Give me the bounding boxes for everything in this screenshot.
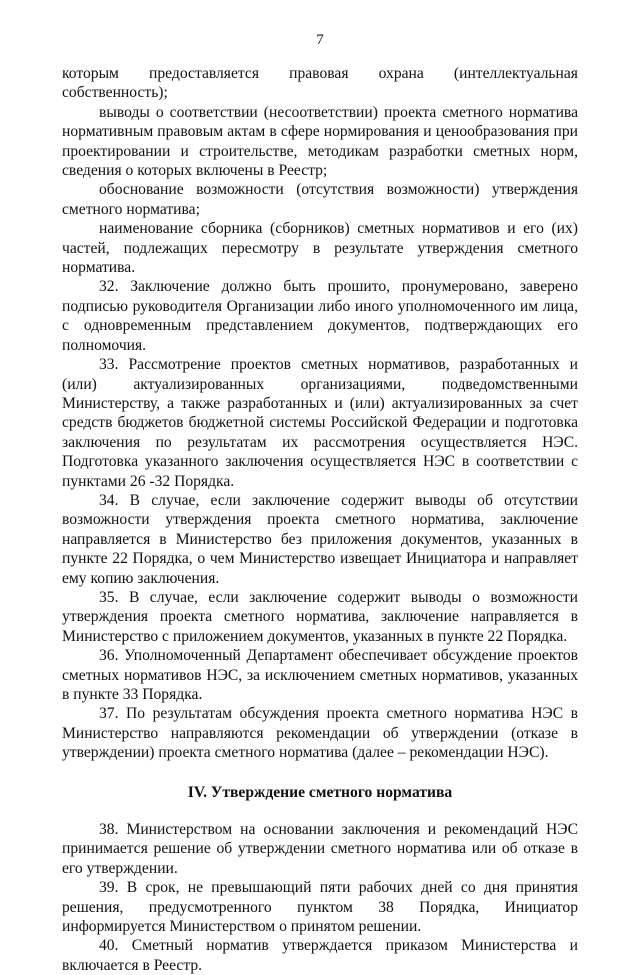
paragraphs-after-section	[62, 820, 578, 975]
paragraph: обоснование возможности (отсутствия возможности) утверждения сметного норматива;	[62, 181, 578, 218]
page-number: 7	[316, 32, 324, 48]
paragraph: выводы о соответствии (несоответствии) проекта сметного норматива нормативным правовым актам в сфере нормирования и ценообразования при проектировании и строительстве, методикам разработки сметных норм, сведения о которых включены в Реестр;	[62, 103, 578, 180]
paragraph-34: 34. В случае, если заключение содержит выводы об отсутствии возможности утверждения проекта сметного норматива, заключение направляется в Министерство без приложения документов, указанных в пункте 22 Порядка, о чем Министерство извещает Инициатора и направляет ему копию заключения.	[62, 491, 578, 587]
paragraph: которым предоставляется правовая охрана (интеллектуальная собственность);	[62, 65, 578, 102]
paragraph: наименование сборника (сборников) сметных нормативов и его (их) частей, подлежащих пересмотру в результате утверждения сметного норматива.	[62, 220, 578, 277]
paragraph-39: 39. В срок, не превышающий пяти рабочих дней со дня принятия решения, предусмотренного пунктом 38 Порядка, Инициатор информируется Министерством о принятом решении.	[62, 879, 578, 936]
paragraph-40: 40. Сметный норматив утверждается приказом Министерства и включается в Реестр.	[62, 937, 578, 974]
paragraph-35: 35. В случае, если заключение содержит выводы о возможности утверждения проекта сметного норматива, заключение направляется в Министерство с приложением документов, указанных в пункте 22 Порядка.	[62, 588, 578, 645]
paragraph-33: 33. Рассмотрение проектов сметных нормативов, разработанных и (или) актуализированных организациями, подведомственными Министерству, а также разработанных и (или) актуализированных за счет средств бюджетов бюджетной системы Российской Федерации и подготовка заключения по результатам их рассмотрения осуществляется НЭС. Подготовка указанного заключения осуществляется НЭС в соответствии с пунктами 26 -32 Порядка.	[62, 356, 578, 490]
document-body	[62, 64, 578, 975]
paragraphs-before-section	[62, 64, 578, 763]
paragraph-36: 36. Уполномоченный Департамент обеспечивает обсуждение проектов сметных нормативов НЭС, за исключением сметных нормативов, указанных в пункте 33 Порядка.	[62, 647, 578, 703]
section-heading: IV. Утверждение сметного норматива	[187, 783, 453, 801]
paragraph-38: 38. Министерством на основании заключения и рекомендаций НЭС принимается решение об утверждении сметного норматива или об отказе в его утверждении.	[62, 821, 578, 877]
paragraph-37: 37. По результатам обсуждения проекта сметного норматива НЭС в Министерство направляются рекомендации об утверждении (отказе в утверждении) проекта сметного норматива (далее – рекомендации НЭС).	[62, 705, 578, 762]
paragraph-32: 32. Заключение должно быть прошито, пронумеровано, заверено подписью руководителя Организации либо иного уполномоченного им лица, с одновременным представлением документов, подтверждающих его полномочия.	[62, 278, 578, 354]
